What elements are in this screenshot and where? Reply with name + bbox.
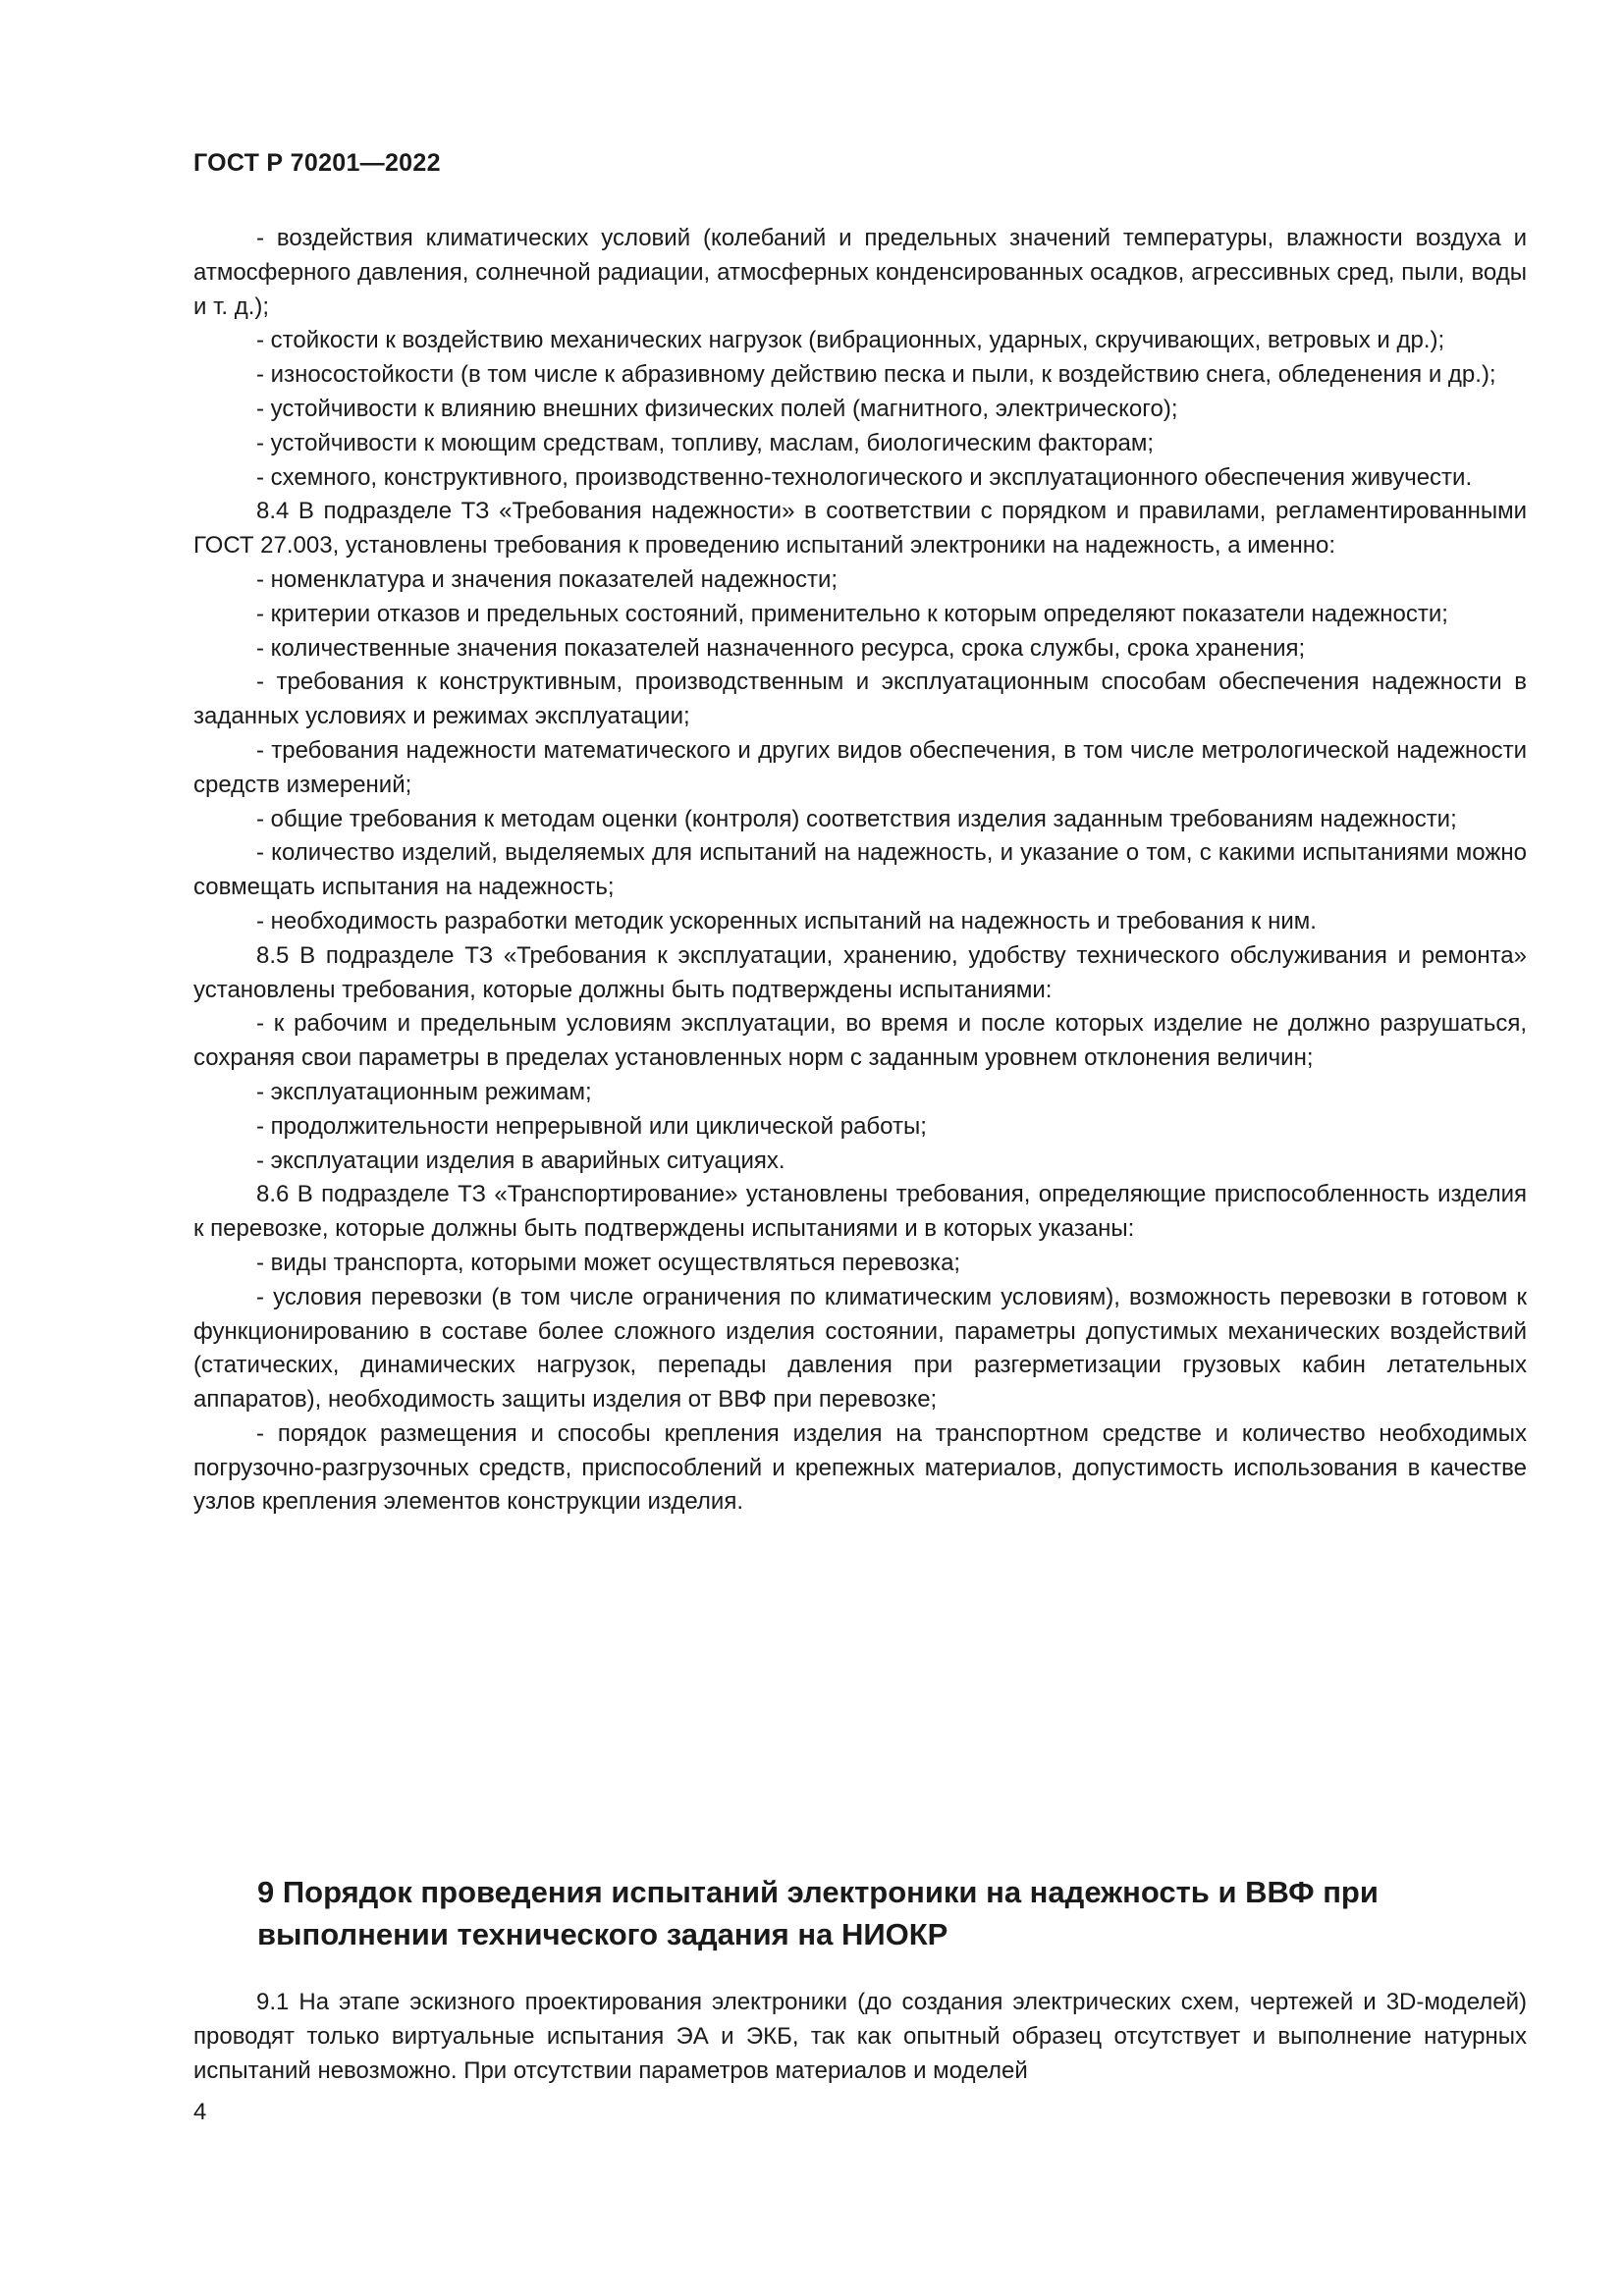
paragraph-8-6: 8.6 В подразделе ТЗ «Транспортирование» установлены требования, определяющие приспособленность изделия к перевозке, которые должны быть подтверждены испытаниями и в которых указаны:	[193, 1181, 1527, 1243]
paragraph-design-methods: - требования к конструктивным, производственным и эксплуатационным способам обеспечения надежности в заданных условиях и режимах эксплуатации;	[193, 668, 1527, 730]
paragraph-fields: - устойчивости к влиянию внешних физических полей (магнитного, электрического);	[256, 395, 1178, 422]
paragraph-quantitative: - количественные значения показателей назначенного ресурса, срока службы, срока хранения;	[256, 634, 1306, 662]
paragraph-nomenclature: - номенклатура и значения показателей надежности;	[256, 565, 839, 593]
paragraph-climatic: - воздействия климатических условий (колебаний и предельных значений температуры, влажности воздуха и атмосферного давления, солнечной радиации, атмосферных конденсированных осадков, агрессивных сред, пыли, воды и т. д.);	[193, 225, 1527, 320]
paragraph-survivability: - схемного, конструктивного, производственно-технологического и эксплуатационного обеспечения живучести.	[256, 463, 1473, 491]
paragraph-accelerated: - необходимость разработки методик ускоренных испытаний на надежность и требования к ним.	[256, 907, 1317, 934]
paragraph-mechanical: - стойкости к воздействию механических нагрузок (вибрационных, ударных, скручивающих, ветровых и др.);	[256, 327, 1445, 354]
paragraph-detergents: - устойчивости к моющим средствам, топливу, маслам, биологическим факторам;	[256, 429, 1154, 456]
body-text	[193, 222, 1527, 1520]
paragraph-transport-types: - виды транспорта, которыми может осуществляться перевозка;	[256, 1249, 961, 1276]
paragraph-8-5: 8.5 В подразделе ТЗ «Требования к эксплуатации, хранению, удобству технического обслуживания и ремонта» установлены требования, которые должны быть подтверждены испытаниями:	[193, 941, 1527, 1003]
paragraph-math-reliability: - требования надежности математического и других видов обеспечения, в том числе метрологической надежности средств измерений;	[193, 736, 1527, 798]
paragraph-quantity: - количество изделий, выделяемых для испытаний на надежность, и указание о том, с какими испытаниями можно совмещать испытания на надежность;	[193, 839, 1527, 901]
paragraph-operating-conditions: - к рабочим и предельным условиям эксплуатации, во время и после которых изделие не должно разрушаться, сохраняя свои параметры в пределах установленных норм с заданным уровнем отклонения величин;	[193, 1010, 1527, 1072]
document-header: ГОСТ Р 70201—2022	[193, 149, 441, 177]
paragraph-emergency: - эксплуатации изделия в аварийных ситуациях.	[256, 1147, 785, 1174]
paragraph-8-4: 8.4 В подразделе ТЗ «Требования надежности» в соответствии с порядком и правилами, регламентированными ГОСТ 27.003, установлены требования к проведению испытаний электроники на надежность, а именно:	[193, 498, 1527, 560]
page-number: 4	[193, 2099, 207, 2125]
section-9-text	[193, 1986, 1527, 2088]
paragraph-assessment: - общие требования к методам оценки (контроля) соответствия изделия заданным требованиям надежности;	[256, 805, 1457, 832]
paragraph-modes: - эксплуатационным режимам;	[256, 1078, 592, 1105]
paragraph-transport-conditions: - условия перевозки (в том числе ограничения по климатическим условиям), возможность перевозки в готовом к функционированию в составе более сложного изделия состоянии, параметры допустимых механических воздействий (статических, динамических нагрузок, перепады давления при разгерметизации грузовых кабин летательных аппаратов), необходимость защиты изделия от ВВФ при перевозке;	[193, 1283, 1527, 1414]
paragraph-placement: - порядок размещения и способы крепления изделия на транспортном средстве и количество необходимых погрузочно-разгрузочных средств, приспособлений и крепежных материалов, допустимость использования в качестве узлов крепления элементов конструкции изделия.	[193, 1419, 1527, 1516]
paragraph-duration: - продолжительности непрерывной или циклической работы;	[256, 1112, 927, 1140]
section-9-heading: 9 Порядок проведения испытаний электроники на надежность и ВВФ при выполнении технического задания на НИОКР	[257, 1875, 1379, 1951]
paragraph-9-1: 9.1 На этапе эскизного проектирования электроники (до создания электрических схем, чертежей и 3D-моделей) проводят только виртуальные испытания ЭА и ЭКБ, так как опытный образец отсутствует и выполнение натурных испытаний невозможно. При отсутствии параметров материалов и моделей	[193, 1989, 1527, 2084]
paragraph-criteria: - критерии отказов и предельных состояний, применительно к которым определяют показатели надежности;	[256, 600, 1448, 627]
paragraph-wear: - износостойкости (в том числе к абразивному действию песка и пыли, к воздействию снега, обледенения и др.);	[256, 361, 1496, 389]
